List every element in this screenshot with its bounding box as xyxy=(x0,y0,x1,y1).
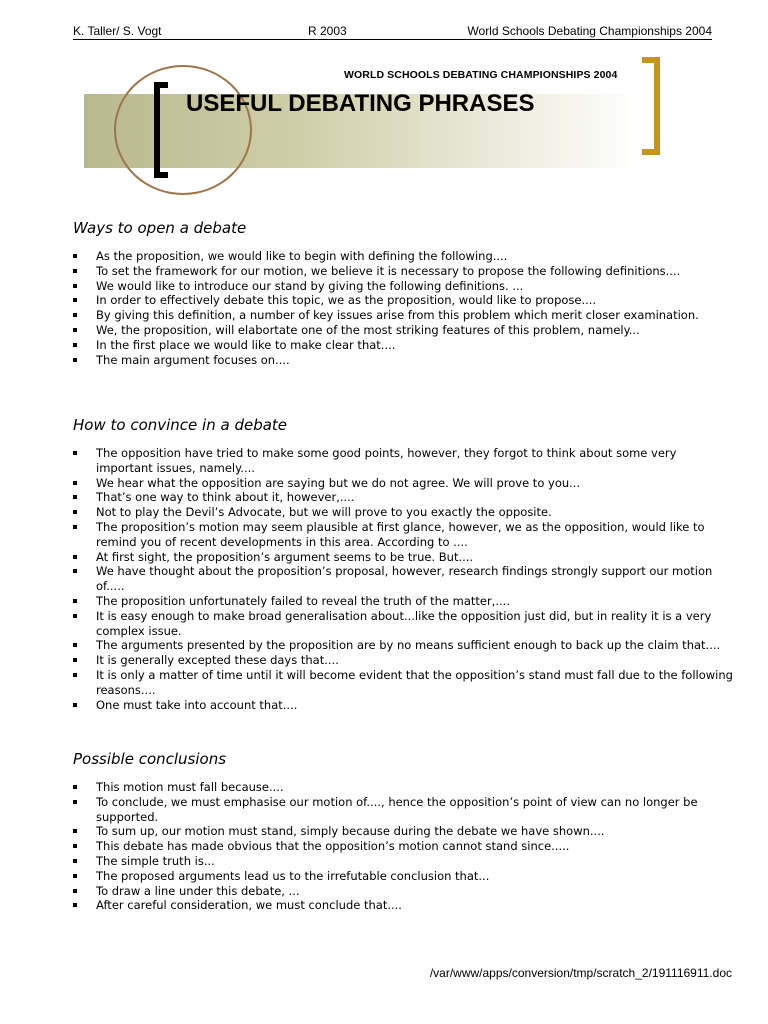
section-how-to-convince xyxy=(73,416,733,712)
list-item-text: As the proposition, we would like to begin with defining the following.... xyxy=(96,249,508,263)
list-item xyxy=(73,898,733,913)
list-item xyxy=(73,490,733,505)
list-item xyxy=(73,353,733,368)
bullet-icon xyxy=(73,510,77,514)
list-item-text: That’s one way to think about it, however,.... xyxy=(96,490,355,505)
bullet-icon xyxy=(73,889,77,893)
list-item-text: The proposed arguments lead us to the irrefutable conclusion that... xyxy=(96,868,490,883)
list-item-text: In order to effectively debate this topic, we as the proposition, would like to propose.... xyxy=(96,293,597,308)
list-item xyxy=(73,839,733,854)
list-item-text: After careful consideration, we must conclude that.... xyxy=(96,898,402,913)
bullet-icon xyxy=(73,874,77,878)
list-item-text: One must take into account that.... xyxy=(96,697,298,712)
list-item-text: It is only a matter of time until it will become evident that the opposition’s stand must fall due to the following reasons.... xyxy=(96,667,733,697)
list-item xyxy=(73,854,733,869)
bullet-icon xyxy=(73,643,77,647)
bullet-icon xyxy=(73,328,77,332)
list-item-text: In the first place we would like to make clear that.... xyxy=(96,337,396,352)
bullet-icon xyxy=(73,481,77,485)
list-item xyxy=(73,446,733,476)
list-item-text: To conclude, we must emphasise our motion of...., hence the opposition’s point of view can no longer be supported. xyxy=(96,794,698,824)
bullet-icon xyxy=(73,525,77,529)
bullet-icon xyxy=(73,298,77,302)
list-item xyxy=(73,323,733,338)
bullet-icon xyxy=(73,358,77,362)
section-possible-conclusions xyxy=(73,750,733,913)
bullet-icon xyxy=(73,614,77,618)
list-item-text: It is easy enough to make broad generalisation about...like the opposition just did, but in reality it is a very complex issue. xyxy=(96,608,712,638)
bullet-icon xyxy=(73,555,77,559)
bullet-icon xyxy=(73,495,77,499)
document-title: USEFUL DEBATING PHRASES xyxy=(186,90,535,117)
list-item-text: This motion must fall because.... xyxy=(96,780,284,794)
list-item-text: The proposition unfortunately failed to reveal the truth of the matter,.... xyxy=(96,593,510,608)
bullet-icon xyxy=(73,658,77,662)
bullet-icon xyxy=(73,703,77,707)
header-event: World Schools Debating Championships 2004 xyxy=(467,24,712,38)
bullet-icon xyxy=(73,313,77,317)
phrase-list xyxy=(73,780,733,913)
list-item xyxy=(73,249,733,264)
list-item-text: The proposition’s motion may seem plausible at first glance, however, we as the opposition, would like to remind you of recent developments in this area. According to .... xyxy=(96,519,705,549)
list-item-text: To sum up, our motion must stand, simply because during the debate we have shown.... xyxy=(96,824,605,839)
list-item xyxy=(73,338,733,353)
list-item xyxy=(73,668,733,698)
phrase-list xyxy=(73,249,733,367)
list-item-text: Not to play the Devil’s Advocate, but we will prove to you exactly the opposite. xyxy=(96,505,552,520)
list-item-text: The arguments presented by the proposition are by no means sufficient enough to back up the claim that.... xyxy=(96,638,721,653)
section-heading: Possible conclusions xyxy=(73,750,227,768)
list-item-text: The opposition have tried to make some good points, however, they forgot to think about some very important issues, namely.... xyxy=(96,446,677,475)
list-item xyxy=(73,505,733,520)
list-item xyxy=(73,780,733,795)
list-item xyxy=(73,264,733,279)
list-item xyxy=(73,795,733,825)
list-item xyxy=(73,550,733,565)
banner-circle-ornament xyxy=(114,65,252,195)
left-bracket-ornament xyxy=(154,82,168,178)
bullet-icon xyxy=(73,673,77,677)
bullet-icon xyxy=(73,903,77,907)
list-item xyxy=(73,653,733,668)
list-item xyxy=(73,476,733,491)
phrase-list xyxy=(73,446,733,712)
list-item-text: At first sight, the proposition’s argument seems to be true. But.... xyxy=(96,549,474,564)
list-item xyxy=(73,279,733,294)
bullet-icon xyxy=(73,859,77,863)
list-item xyxy=(73,293,733,308)
list-item xyxy=(73,698,733,713)
list-item-text: It is generally excepted these days that.... xyxy=(96,653,339,668)
list-item-text: This debate has made obvious that the opposition’s motion cannot stand since..... xyxy=(96,839,570,854)
list-item xyxy=(73,594,733,609)
bullet-icon xyxy=(73,269,77,273)
section-heading: Ways to open a debate xyxy=(73,219,247,237)
list-item xyxy=(73,884,733,899)
bullet-icon xyxy=(73,800,77,804)
bullet-icon xyxy=(73,343,77,347)
list-item xyxy=(73,638,733,653)
list-item-text: We hear what the opposition are saying but we do not agree. We will prove to you... xyxy=(96,475,581,490)
bullet-icon xyxy=(73,451,77,455)
header-code: R 2003 xyxy=(308,24,347,38)
bullet-icon xyxy=(73,599,77,603)
bullet-icon xyxy=(73,569,77,573)
list-item-text: To set the framework for our motion, we believe it is necessary to propose the following definitions.... xyxy=(96,263,681,278)
list-item-text: We, the proposition, will elabortate one of the most striking features of this problem, namely... xyxy=(96,322,640,337)
list-item xyxy=(73,824,733,839)
title-banner xyxy=(0,0,768,210)
list-item-text: We have thought about the proposition’s proposal, however, research findings strongly support our motion of..... xyxy=(96,564,713,594)
list-item xyxy=(73,564,733,594)
list-item-text: By giving this definition, a number of key issues arise from this problem which merit closer examination. xyxy=(96,308,699,323)
header-authors: K. Taller/ S. Vogt xyxy=(73,24,162,38)
list-item xyxy=(73,609,733,639)
section-ways-to-open xyxy=(73,219,733,367)
list-item xyxy=(73,520,733,550)
list-item xyxy=(73,308,733,323)
bullet-icon xyxy=(73,785,77,789)
list-item-text: To draw a line under this debate, ... xyxy=(96,883,300,898)
right-bracket-ornament xyxy=(642,57,660,155)
footer-file-path: /var/www/apps/conversion/tmp/scratch_2/191116911.doc xyxy=(429,966,732,980)
banner-subtitle: WORLD SCHOOLS DEBATING CHAMPIONSHIPS 2004 xyxy=(344,69,618,81)
section-heading: How to convince in a debate xyxy=(73,416,288,434)
bullet-icon xyxy=(73,254,77,258)
list-item-text: The main argument focuses on.... xyxy=(96,352,290,367)
list-item-text: We would like to introduce our stand by giving the following definitions. ... xyxy=(96,278,524,293)
list-item xyxy=(73,869,733,884)
bullet-icon xyxy=(73,844,77,848)
bullet-icon xyxy=(73,829,77,833)
list-item-text: The simple truth is... xyxy=(96,853,215,868)
bullet-icon xyxy=(73,284,77,288)
